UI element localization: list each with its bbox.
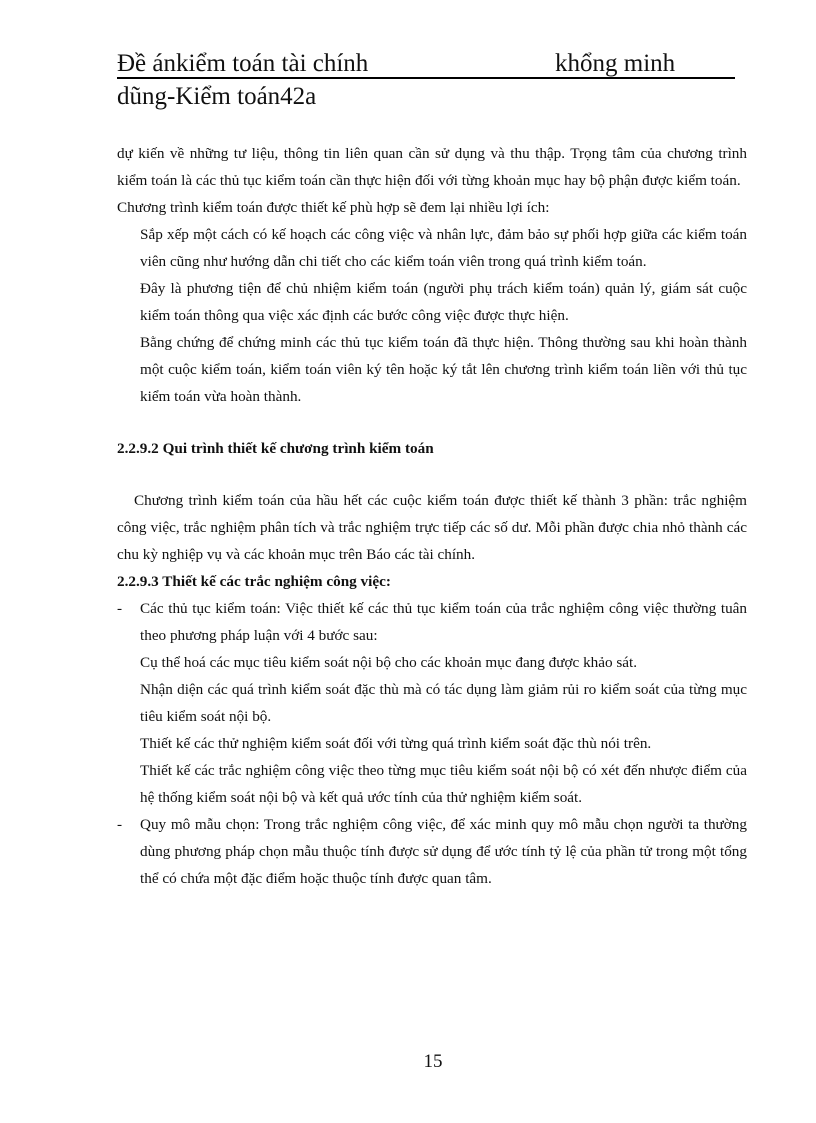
paragraph: dự kiến về những tư liệu, thông tin liên quan cần sử dụng và thu thập. Trọng tâm của chương trình kiểm toán là các thủ tục kiểm toán cần thực hiện đối với từng khoản mục hay bộ phận được kiểm toán.: [117, 145, 747, 189]
dash-marker: -: [117, 600, 123, 617]
step-text: Cụ thể hoá các mục tiêu kiểm soát nội bộ cho các khoản mục đang được khảo sát.: [140, 654, 638, 671]
paragraph: Chương trình kiểm toán của hầu hết các cuộc kiểm toán được thiết kế thành 3 phần: trắc nghiệm công việc, trắc nghiệm phân tích và trắc nghiệm trực tiếp các số dư. Mỗi phần được chia nhỏ thành các chu kỳ nghiệp vụ và các khoản mục trên Báo các tài chính.: [117, 492, 747, 563]
dash-marker: -: [117, 816, 123, 833]
header-author-class: dũng-Kiểm toán42a: [117, 83, 317, 110]
section-heading: 2.2.9.2 Qui trình thiết kế chương trình kiểm toán: [117, 440, 434, 457]
section-heading: 2.2.9.3 Thiết kế các trắc nghiệm công việc:: [117, 573, 391, 590]
paragraph-indented: Bằng chứng để chứng minh các thủ tục kiểm toán đã thực hiện. Thông thường sau khi hoàn thành một cuộc kiểm toán, kiểm toán viên ký tên hoặc ký tắt lên chương trình kiểm toán liền với thủ tục kiểm toán vừa hoàn thành.: [140, 334, 747, 405]
bullet-text: Quy mô mẫu chọn: Trong trắc nghiệm công việc, để xác minh quy mô mẫu chọn người ta thường dùng phương pháp chọn mẫu thuộc tính được sử dụng để ước tính tỷ lệ của phần tử trong một tổng thể có chứa một đặc điểm hoặc thuộc tính được quan tâm.: [140, 816, 747, 887]
step-text: Thiết kế các trắc nghiệm công việc theo từng mục tiêu kiểm soát nội bộ có xét đến nhược điểm của hệ thống kiểm soát nội bộ và kết quả ước tính của thử nghiệm kiểm soát.: [140, 762, 747, 806]
paragraph: Chương trình kiểm toán được thiết kế phù hợp sẽ đem lại nhiều lợi ích:: [117, 199, 550, 216]
header-line-1: [117, 50, 747, 79]
header-doc-title: Đề ánkiểm toán tài chính: [117, 50, 385, 79]
header-author: khổng minh: [555, 50, 676, 77]
step-text: Thiết kế các thử nghiệm kiểm soát đối với từng quá trình kiểm soát đặc thù nói trên.: [140, 735, 652, 752]
header-underline-gap: [385, 50, 555, 79]
bullet-text: Các thủ tục kiểm toán: Việc thiết kế các thủ tục kiểm toán của trắc nghiệm công việc thường tuân theo phương pháp luận với 4 bước sau:: [140, 600, 747, 644]
paragraph-indented: Đây là phương tiện để chủ nhiệm kiểm toán (người phụ trách kiểm toán) quản lý, giám sát cuộc kiểm toán thông qua việc xác định các bước công việc được thực hiện.: [140, 280, 747, 324]
page-header: [117, 50, 747, 115]
bullet-item: [117, 595, 747, 649]
step-text: Nhận diện các quá trình kiểm soát đặc thù mà có tác dụng làm giảm rủi ro kiểm soát của từng mục tiêu kiểm soát nội bộ.: [140, 681, 747, 725]
page-body: [117, 140, 747, 892]
page-number: 15: [423, 1051, 443, 1072]
bullet-item: [117, 811, 747, 892]
header-underline-tail: [675, 50, 735, 79]
paragraph-indented: Sắp xếp một cách có kế hoạch các công việc và nhân lực, đảm bảo sự phối hợp giữa các kiểm toán viên cũng như hướng dẫn chi tiết cho các kiểm toán viên trong quá trình kiểm toán.: [140, 226, 747, 270]
